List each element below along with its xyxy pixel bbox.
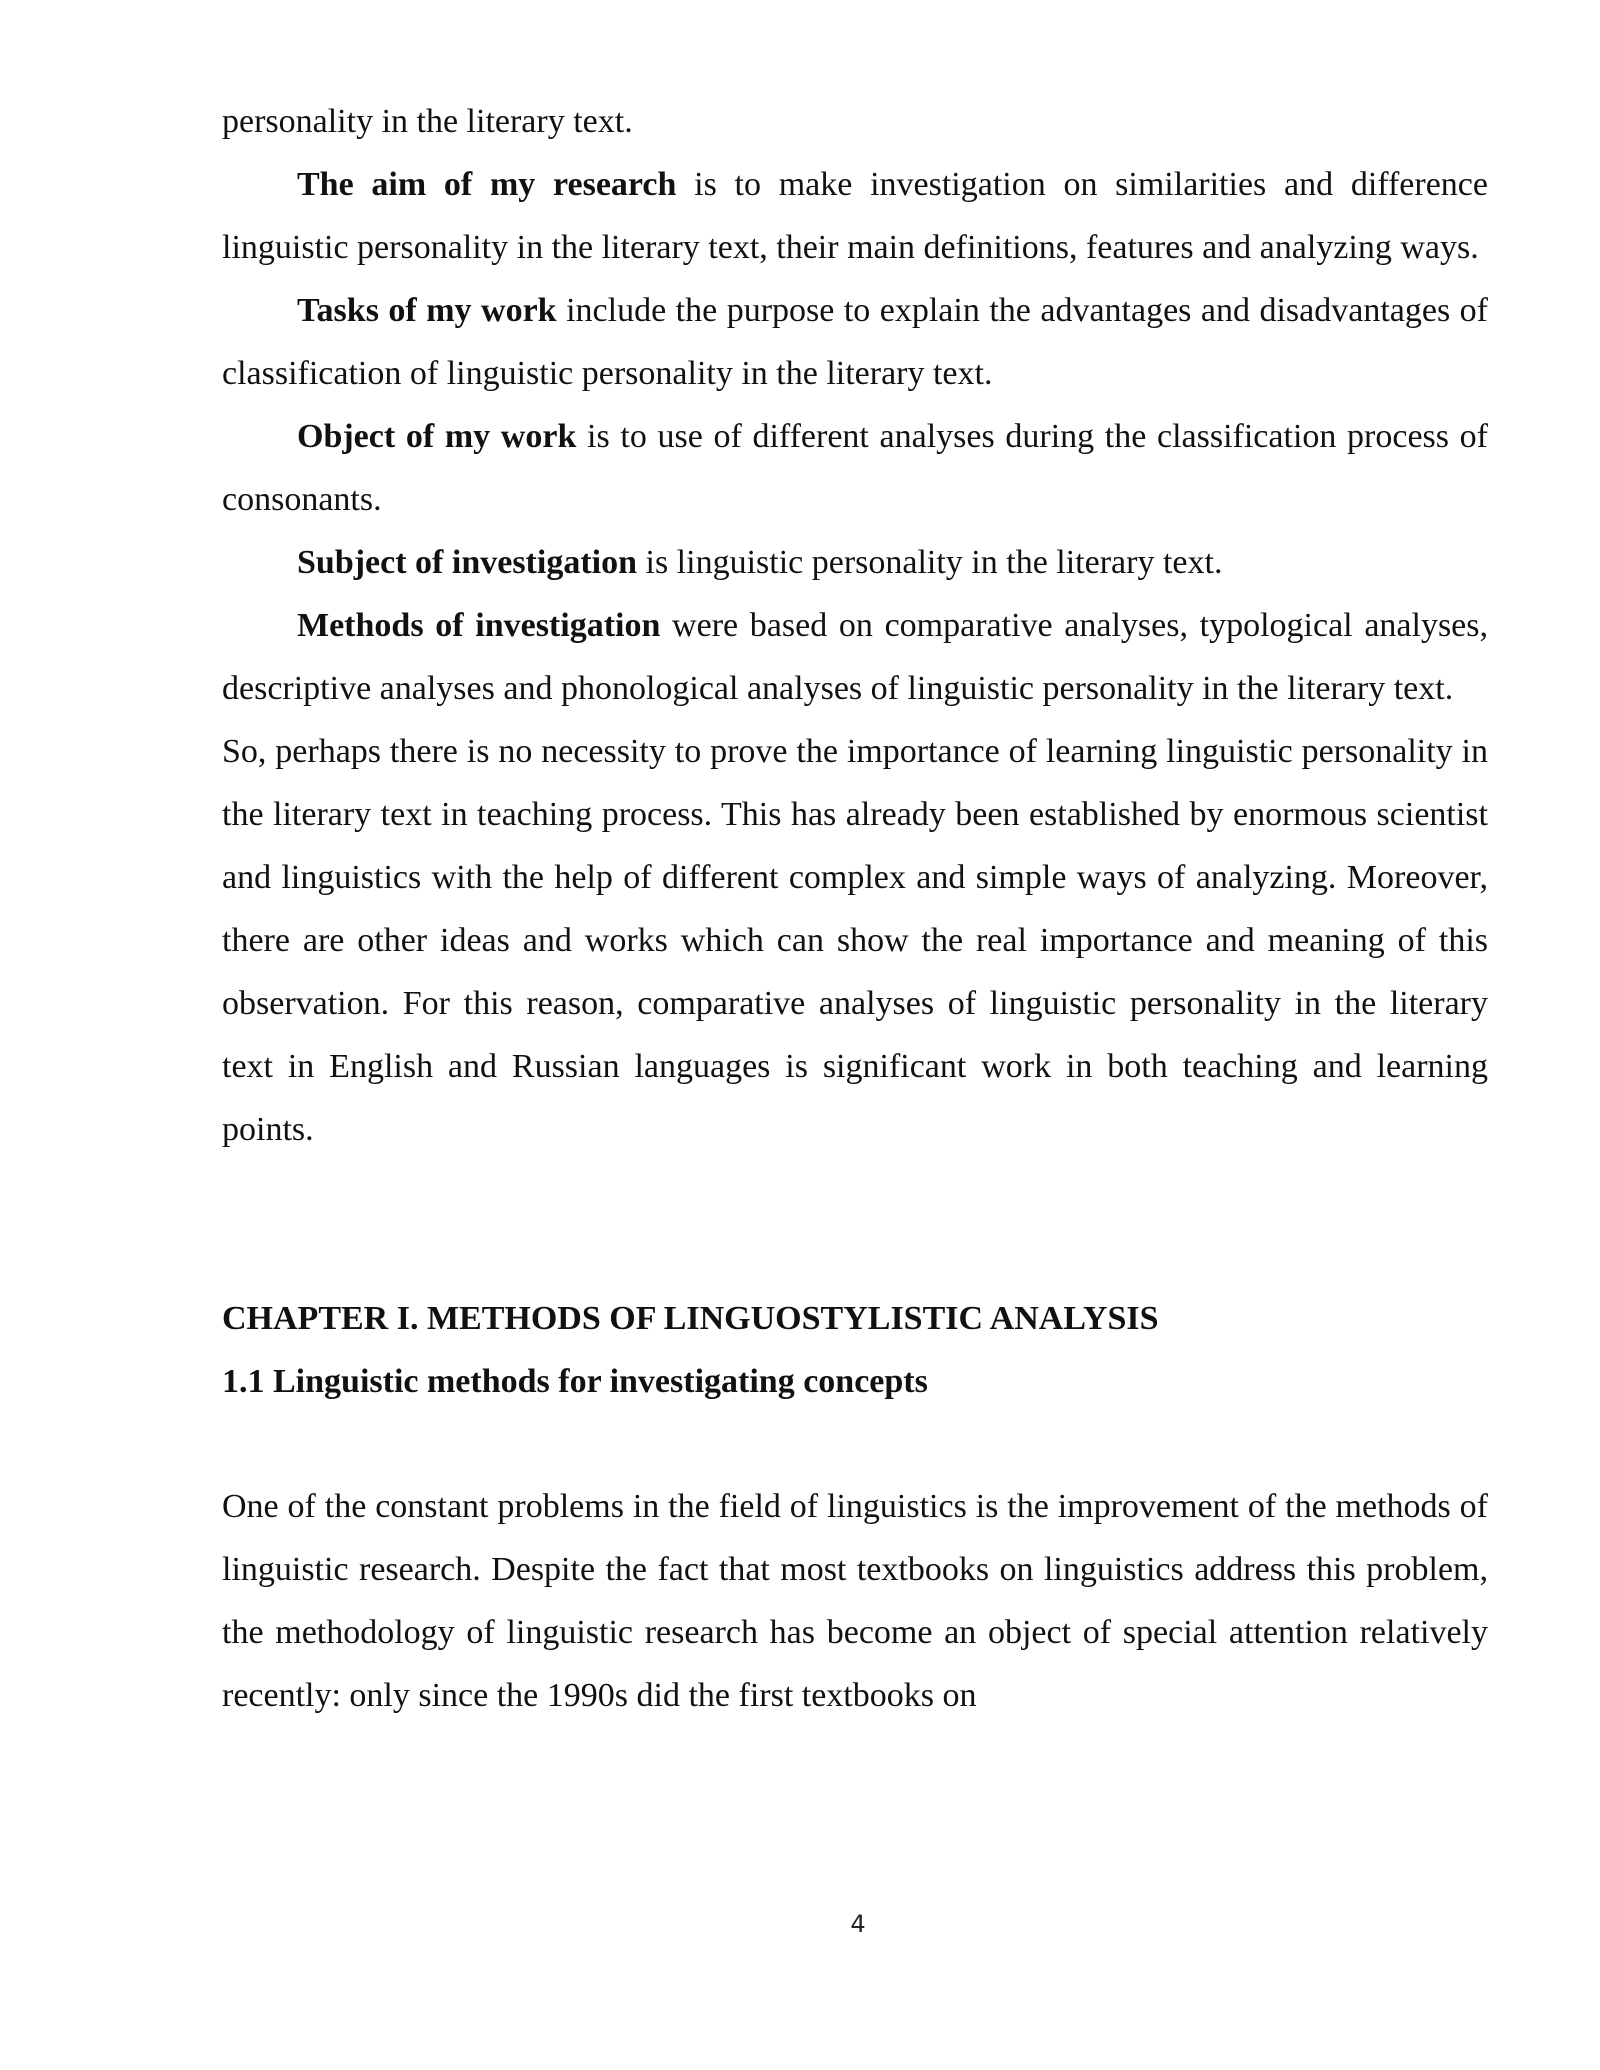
section-title: 1.1 Linguistic methods for investigating concepts (222, 1363, 928, 1400)
paragraph-methods (222, 594, 1488, 720)
tasks-text: include the purpose to explain the advantages and disadvantages of classification of linguistic personality in the literary text. (222, 292, 1488, 392)
document-page (222, 90, 1488, 1727)
spacer (222, 1413, 1488, 1475)
page-number: 4 (850, 1910, 866, 1938)
object-text: is to use of different analyses during the classification process of consonants. (222, 418, 1488, 518)
subject-text: is linguistic personality in the literary text. (637, 544, 1223, 581)
aim-heading: The aim of my research (297, 166, 677, 203)
paragraph-object (222, 405, 1488, 531)
tasks-heading: Tasks of my work (297, 292, 557, 329)
paragraph-subject (222, 531, 1488, 594)
object-heading: Object of my work (297, 418, 577, 455)
subject-heading: Subject of investigation (297, 544, 637, 581)
paragraph-tasks (222, 279, 1488, 405)
methods-heading: Methods of investigation (297, 607, 661, 644)
chapter-title: CHAPTER I. METHODS OF LINGUOSTYLISTIC ANALYSIS (222, 1300, 1159, 1337)
paragraph-continuation: personality in the literary text. (222, 103, 633, 140)
section-paragraph: One of the constant problems in the field of linguistics is the improvement of the methods of linguistic research. Despite the fact that most textbooks on linguistics address this problem, the methodology of linguistic research has become an object of special attention relatively recently: only since the 1990s did the first textbooks on (222, 1488, 1488, 1714)
paragraph-aim (222, 153, 1488, 279)
paragraph-conclusion: So, perhaps there is no necessity to prove the importance of learning linguistic personality in the literary text in teaching process. This has already been established by enormous scientist and linguistics with the help of different complex and simple ways of analyzing. Moreover, there are other ideas and works which can show the real importance and meaning of this observation. For this reason, comparative analyses of linguistic personality in the literary text in English and Russian languages is significant work in both teaching and learning points. (222, 733, 1488, 1148)
aim-text: is to make investigation on similarities and difference linguistic personality in the literary text, their main definitions, features and analyzing ways. (222, 166, 1488, 266)
spacer (222, 1161, 1488, 1287)
methods-text: were based on comparative analyses, typological analyses, descriptive analyses and phonological analyses of linguistic personality in the literary text. (222, 607, 1489, 707)
